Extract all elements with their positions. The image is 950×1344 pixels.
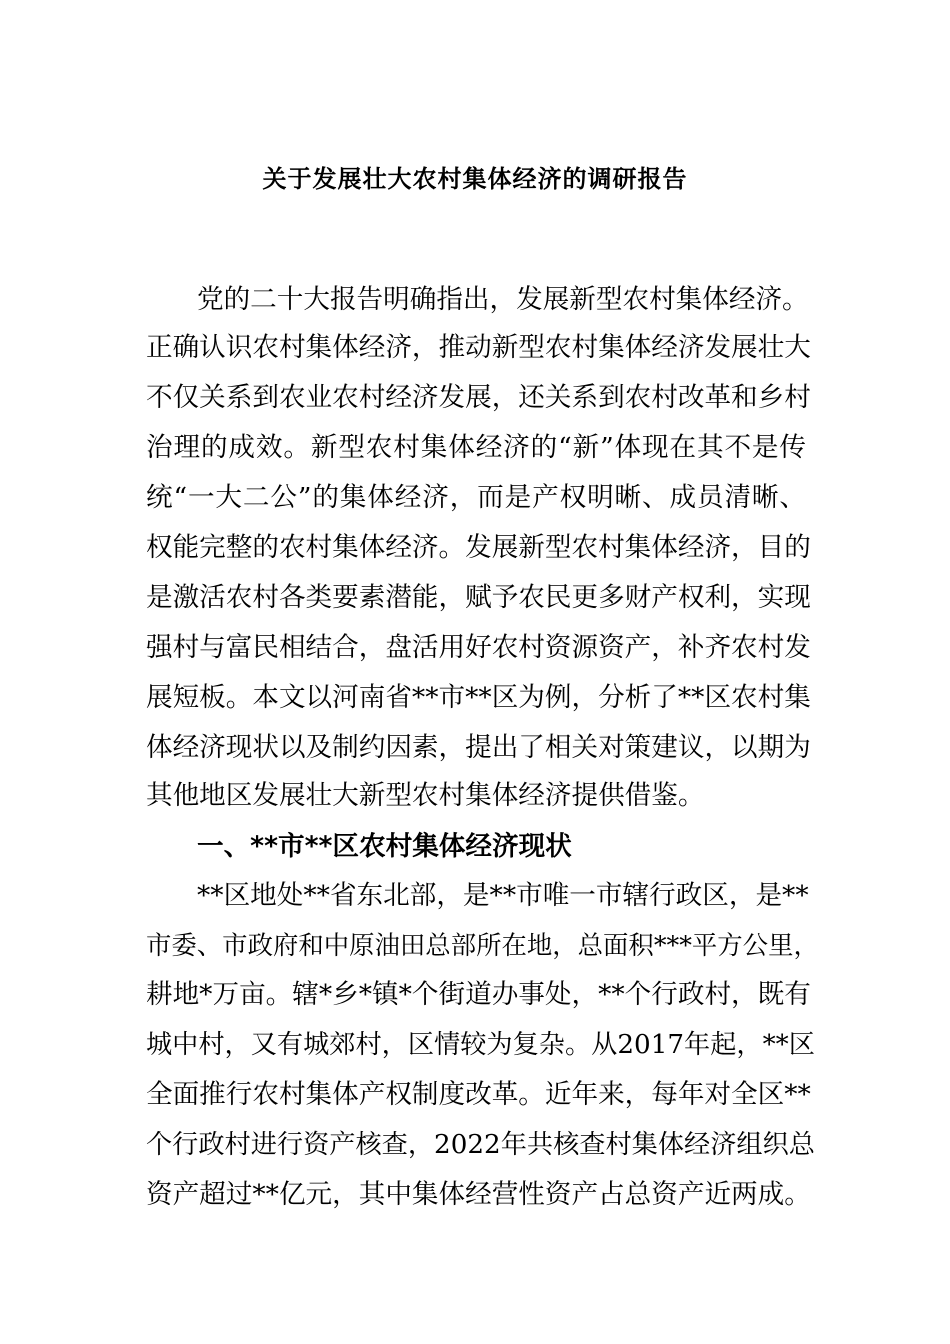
paragraph-line: 个行政村进行资产核查，2022年共核查村集体经济组织总 [146, 1130, 815, 1160]
paragraph-line: 耕地*万亩。辖*乡*镇*个街道办事处，**个行政村，既有 [146, 979, 811, 1010]
section-heading: 一、**市**区农村集体经济现状 [197, 831, 572, 862]
paragraph-line: 强村与富民相结合，盘活用好农村资源资产，补齐农村发 [146, 632, 811, 663]
paragraph-line: **区地处**省东北部，是**市唯一市辖行政区，是** [197, 880, 809, 911]
document-title: 关于发展壮大农村集体经济的调研报告 [262, 164, 688, 193]
paragraph-line: 治理的成效。新型农村集体经济的“新”体现在其不是传 [146, 432, 806, 463]
paragraph-line: 是激活农村各类要素潜能，赋予农民更多财产权利，实现 [146, 582, 811, 613]
paragraph-line: 党的二十大报告明确指出，发展新型农村集体经济。 [197, 284, 809, 315]
paragraph-line: 展短板。本文以河南省**市**区为例，分析了**区农村集 [146, 682, 811, 713]
paragraph-line: 市委、市政府和中原油田总部所在地，总面积***平方公里， [146, 930, 819, 960]
paragraph-line: 体经济现状以及制约因素，提出了相关对策建议，以期为 [146, 732, 811, 763]
paragraph-line: 其他地区发展壮大新型农村集体经济提供借鉴。 [146, 780, 705, 811]
paragraph-line: 全面推行农村集体产权制度改革。近年来，每年对全区** [146, 1079, 811, 1110]
paragraph-line: 不仅关系到农业农村经济发展，还关系到农村改革和乡村 [146, 382, 811, 413]
paragraph-line: 权能完整的农村集体经济。发展新型农村集体经济，目的 [146, 532, 811, 563]
paragraph-line: 资产超过**亿元，其中集体经营性资产占总资产近两成。 [146, 1179, 811, 1210]
paragraph-line: 城中村，又有城郊村，区情较为复杂。从2017年起，**区 [146, 1030, 815, 1060]
paragraph-line: 统“一大二公”的集体经济，而是产权明晰、成员清晰、 [146, 482, 806, 513]
paragraph-line: 正确认识农村集体经济，推动新型农村集体经济发展壮大 [146, 332, 811, 363]
